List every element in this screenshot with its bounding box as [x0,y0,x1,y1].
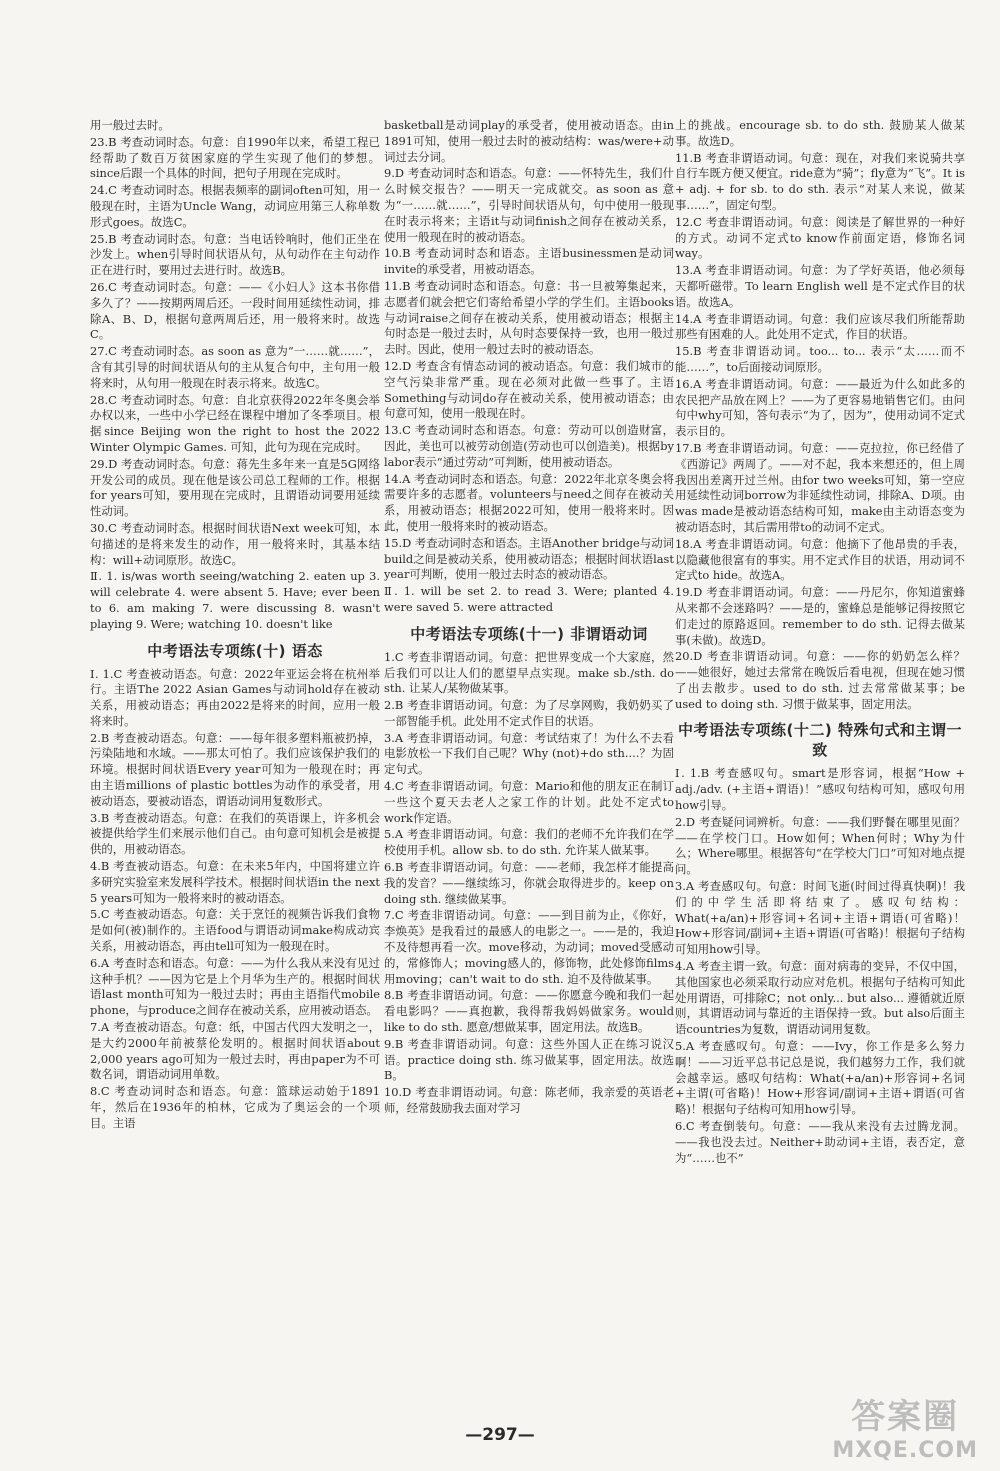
answer-item: 18.A 考查非谓语动词。句意：他摘下了他昂贵的手表，以隐藏他很富有的事实。用不定式作目的状语，用动词不定式to hide。故选A。 [675,536,965,583]
watermark-logo: 答案圈 [851,1397,960,1437]
column-right [675,118,965,1167]
answer-item: 6.C 考查倒装句。句意：——我从来没有去过腾龙洞。——我也没去过。Neither+助动词+主语，表否定，意为“……也不” [675,1119,965,1165]
answer-item: 10.B 考查动词时态和语态。主语businessmen是动词invite的承受者，用被动语态。 [384,246,674,277]
answer-item: 8.B 考查非谓语动词。句意：——你愿意今晚和我们一起看电影吗？——真抱歉，我得帮我妈妈做家务。would like to do sth. 愿意/想做某事，固定用法。故选B。 [384,988,674,1035]
answer-item: 11.B 考查非谓语动词。句意：现在，对我们来说骑共享自行车既方便又便宜。ride意为“骑”；fly意为“飞”。It is + adj. + for sb. to do sth. 表示“对某人来说，做某事……”，固定句型。 [675,150,965,212]
answer-item: 12.D 考查含有情态动词的被动语态。句意：我们城市的空气污染非常严重。现在必须对此做一些事了。主语Something与动词do存在被动关系，使用被动语态；由句意可知，使用一般现在时。 [384,358,674,421]
answer-item: 2.B 考查非谓语动词。句意：为了尽享网购，我奶奶买了一部智能手机。此处用不定式作目的状语。 [384,698,674,728]
answer-item: 7.A 考查被动语态。句意：纸，中国古代四大发明之一，是大约2000年前被蔡伦发明的。根据时间状语about 2,000 years ago可知为一般过去时，再由paper为不可数名词，谓语动词用单数。 [90,1020,380,1082]
answer-item: Ⅱ. 1. is/was worth seeing/watching 2. eaten up 3. will celebrate 4. were absent 5. Have; ever been to 6. am making 7. were discussing 8. wasn't playing 9. Were; watching 10. doesn't like [90,569,380,631]
answer-item: 3.B 考查被动语态。句意：在我们的英语课上，许多机会被提供给学生们来展示他们自己。由句意可知机会是被提供的，用被动语态。 [90,810,380,857]
answer-item: 7.C 考查非谓语动词。句意：——到目前为止，《你好，李焕英》是我看过的最感人的电影之一。——是的，我迫不及待想再看一次。move移动，为动词；moved受感动的，常修饰人；moving感人的，修饰物，此处修饰films用moving；can't wait to do sth. 迫不及待做某事。 [384,908,674,986]
answer-item: 29.D 考查动词时态。句意：蒋先生多年来一直是5G网络开发公司的成员。现在他是该公司总工程师的工作。根据for years可知，要用现在完成时，且谓语动词要用延续性动词。 [90,456,380,519]
page-number: —297— [465,1425,535,1445]
answer-item: 26.C 考查动词时态。句意：——《小妇人》这本书你借多久了？——按期两周后还。一段时间用延续性动词，排除A、B、D，根据句意两周后还，用一般将来时。故选C。 [90,279,380,342]
answer-item: 20.D 考查非谓语动词。句意：——你的奶奶怎么样？——她很好，她过去常常在晚饭后看电视，但现在她习惯了出去散步。used to do sth. 过去常常做某事；be used to doing sth. 习惯于做某事，固定用法。 [675,649,965,711]
column-middle [384,118,674,1118]
answer-item: 10.D 考查非谓语动词。句意：陈老师，我亲爱的英语老师，经常鼓励我去面对学习 [384,1085,674,1116]
section-heading: 中考语法专项练(十二) 特殊句式和主谓一致 [678,721,962,760]
answer-item: 6.A 考查时态和语态。句意：——为什么我从来没有见过这种手机？——因为它是上个月华为生产的。根据时间状语last month可知为一般过去时；再由主语指代mobile phone，与produce之间存在被动关系，应用被动语态。 [90,955,380,1018]
answer-item: 5.A 考查非谓语动词。句意：我们的老师不允许我们在学校使用手机。allow sb. to do sth. 允许某人做某事。 [384,827,674,858]
answer-item: 上的挑战。encourage sb. to do sth. 鼓励某人做某事。故选D。 [675,118,965,148]
answer-item: 用一般过去时。 [90,118,170,132]
watermark-url: MXQE.COM [832,1438,978,1463]
column-left [90,118,380,1133]
answer-item: 11.B 考查动词时态和语态。句意：书一旦被筹集起来，志愿者们就会把它们寄给希望小学的学生们。主语books与动词raise之间存在被动关系，使用被动语态；根据主句时态是一般过去时，从句时态要保持一致，也用一般过去时。因此，使用一般过去时的被动语态。 [384,278,674,357]
answer-item: 17.B 考查非谓语动词。句意：——克拉拉，你已经借了《西游记》两周了。——对不起，我本来想还的，但上周我因出差离开过兰州。由for two weeks可知，第一空应用延续性动词borrow为非延续性动词，排除A、D项。由was made是被动语态结构可知，make由主动语态变为被动语态时，其后需用带to的动词不定式。 [675,440,965,534]
watermark [832,1389,978,1463]
answer-item: 27.C 考查动词时态。as soon as 意为“一……就……”，含有其引导的时间状语从句的主从复合句中，主句用一般将来时，从句用一般现在时表示将来。故选C。 [90,344,380,390]
answer-item: 14.A 考查非谓语动词。句意：我们应该尽我们所能帮助那些有困难的人。此处用不定式，作目的状语。 [675,311,965,342]
answer-item: 25.B 考查动词时态。句意：当电话铃响时，他们正坐在沙发上。when引导时间状语从句，从句动作在主句动作正在进行时，要用过去进行时。故选B。 [90,231,380,278]
answer-item: 4.A 考查主谓一致。句意：面对病毒的变异，不仅中国，其他国家也必须采取行动应对危机。根据句子结构可知此处用谓语，可排除C；not only... but also... 遵循就近原则，其谓语动词与靠近的主语保持一致。but also后面主语countries为复数，谓语动词用复数。 [675,959,965,1037]
answer-item: 24.C 考查动词时态。根据表频率的副词often可知，用一般现在时，主语为Uncle Wang，动词应用第三人称单数形式goes。故选C。 [90,183,380,229]
answer-item: 1.C 考查非谓语动词。句意：把世界变成一个大家庭，然后我们可以让人们的愿望早点实现。make sb./sth. do sth. 让某人/某物做某事。 [384,649,674,696]
answer-item: 30.C 考查动词时态。根据时间状语Next week可知，本句描述的是将来发生的动作，用一般将来时，其基本结构：will+动词原形。故选C。 [90,520,380,567]
answer-item: 12.C 考查非谓语动词。句意：阅读是了解世界的一种好的方式。动词不定式to know作前面定语，修饰名词way。 [675,214,965,261]
answer-item: 16.A 考查非谓语动词。句意：——最近为什么如此多的农民把产品放在网上？——为了更容易地销售它们。由问句中why可知，答句表示“为了，因为”，使用动词不定式表示目的。 [675,376,965,439]
answer-item: 15.B 考查非谓语动词。too... to... 表示“太……而不能……”，to后面接动词原形。 [675,344,965,374]
answer-item: Ⅰ. 1.C 考查被动语态。句意：2022年亚运会将在杭州举行。主语The 2022 Asian Games与动词hold存在被动关系，用被动语态；再由2022是将来的时间，应用一般将来时。 [90,666,380,728]
answer-item: 3.A 考查感叹句。句意：时间飞逝(时间过得真快啊)！我们的中学生活即将结束了。感叹句结构：What(+a/an)+形容词+名词+主语+谓语(可省略)！How+形容词/副词+主语+谓语(可省略)！根据句子结构可知用how引导。 [675,879,965,957]
answer-item: Ⅰ. 1.B 考查感叹句。smart是形容词，根据“How + adj./adv. (+主语+谓语)！”感叹句结构可知，感叹句用how引导。 [675,766,965,813]
answer-item: 13.C 考查动词时态和语态。句意：劳动可以创造财富，因此，美也可以被劳动创造(劳动也可以创造美)。根据by labor表示“通过劳动”可判断，使用被动语态。 [384,423,674,469]
section-heading: 中考语法专项练(十) 语态 [147,641,323,660]
answer-item: 13.A 考查非谓语动词。句意：为了学好英语，他必须每天都听磁带。To learn English well 是不定式作目的状语。故选A。 [675,263,965,309]
answer-item: Ⅱ. 1. will be set 2. to read 3. Were; planted 4. were saved 5. were attracted [384,584,674,614]
answer-item: 9.D 考查动词时态和语态。句意：——怀特先生，我们什么时候交报告？——明天一完成就交。as soon as 意为“一……就……”，引导时间状语从句，句中使用一般现在时表示将来；主语it与动词finish之间存在被动关系，使用一般现在时的被动语态。 [384,166,674,244]
answer-item: 28.C 考查动词时态。句意：自北京获得2022年冬奥会举办权以来，一些中小学已经在课程中增加了冬季项目。根据since Beijing won the right to host the 2022 Winter Olympic Games. 可知，此句为现在完成时。 [90,392,380,454]
answer-item: 14.A 考查动词时态和语态。句意：2022年北京冬奥会将需要许多的志愿者。volunteers与need之间存在被动关系，用被动语态；根据2022可知，使用一般将来时。因此，使用一般将来时的被动语态。 [384,471,674,533]
answer-item: 15.D 考查动词时态和语态。主语Another bridge与动词build之间是被动关系，使用被动语态；根据时间状语last year可判断，使用一般过去时态的被动语态。 [384,535,674,582]
answer-item: 4.C 考查非谓语动词。句意：Mario和他的朋友正在制订一些这个夏天去老人之家工作的计划。此处不定式to work作定语。 [384,779,674,825]
answer-item: 8.C 考查动词时态和语态。句意：篮球运动始于1891年，然后在1936年的柏林，它成为了奥运会的一个项目。主语 [90,1084,380,1130]
answer-item: 6.B 考查非谓语动词。句意：——老师，我怎样才能提高我的发音？——继续练习，你就会取得进步的。keep on doing sth. 继续做某事。 [384,860,674,906]
answer-item: 23.B 考查动词时态。句意：自1990年以来，希望工程已经帮助了数百万贫困家庭的学生实现了他们的梦想。since后跟一个具体的时间，把句子用现在完成时。 [90,134,380,181]
section-heading: 中考语法专项练(十一) 非谓语动词 [410,624,648,643]
answer-item: 9.B 考查非谓语动词。句意：这些外国人正在练习说汉语。practice doing sth. 练习做某事，固定用法。故选B。 [384,1036,674,1083]
answer-item: 19.D 考查非谓语动词。句意：——丹尼尔，你知道蜜蜂从来都不会迷路吗？——是的，蜜蜂总是能够记得按照它们走过的原路返回。remember to do sth. 记得去做某事(未做)。故选D。 [675,585,965,647]
answer-item: 3.A 考查非谓语动词。句意：考试结束了！为什么不去看电影放松一下我们自己呢？Why (not)+do sth....？为固定句式。 [384,730,674,777]
answer-item: basketball是动词play的承受者，使用被动语态。由in 1891可知，使用一般过去时的被动结构：was/were+动词过去分词。 [384,118,674,164]
answer-item: 5.C 考查被动语态。句意：关于烹饪的视频告诉我们食物是如何(被)制作的。主语food与谓语动词make构成动宾关系，用被动语态，再由tell可知为一般现在时。 [90,907,380,954]
answer-item: 2.D 考查疑问词辨析。句意：——我们野餐在哪里见面？——在学校门口。How如何；When何时；Why为什么；Where哪里。根据答句“在学校大门口”可知对地点提问。 [675,814,965,877]
answer-item: 4.B 考查被动语态。句意：在未来5年内，中国将建立许多研究实验室来发展科学技术。根据时间状语in the next 5 years可知为一般将来时的被动语态。 [90,859,380,905]
answer-item: 5.A 考查感叹句。句意：——Ivy，你工作是多么努力啊！——习近平总书记总是说，我们越努力工作，我们就会越幸运。感叹句结构：What(+a/an)+形容词+名词+主谓(可省略)！How+形容词/副词+主语+谓语(可省略)！根据句子结构可知用how引导。 [675,1039,965,1117]
answer-item: 2.B 考查被动语态。句意：——每年很多塑料瓶被扔掉，污染陆地和水域。——那太可怕了。我们应该保护我们的环境。根据时间状语Every year可知为一般现在时；再由主语millions of plastic bottles为动作的承受者，用被动语态，要被动语态，谓语动词用复数形式。 [90,730,380,808]
